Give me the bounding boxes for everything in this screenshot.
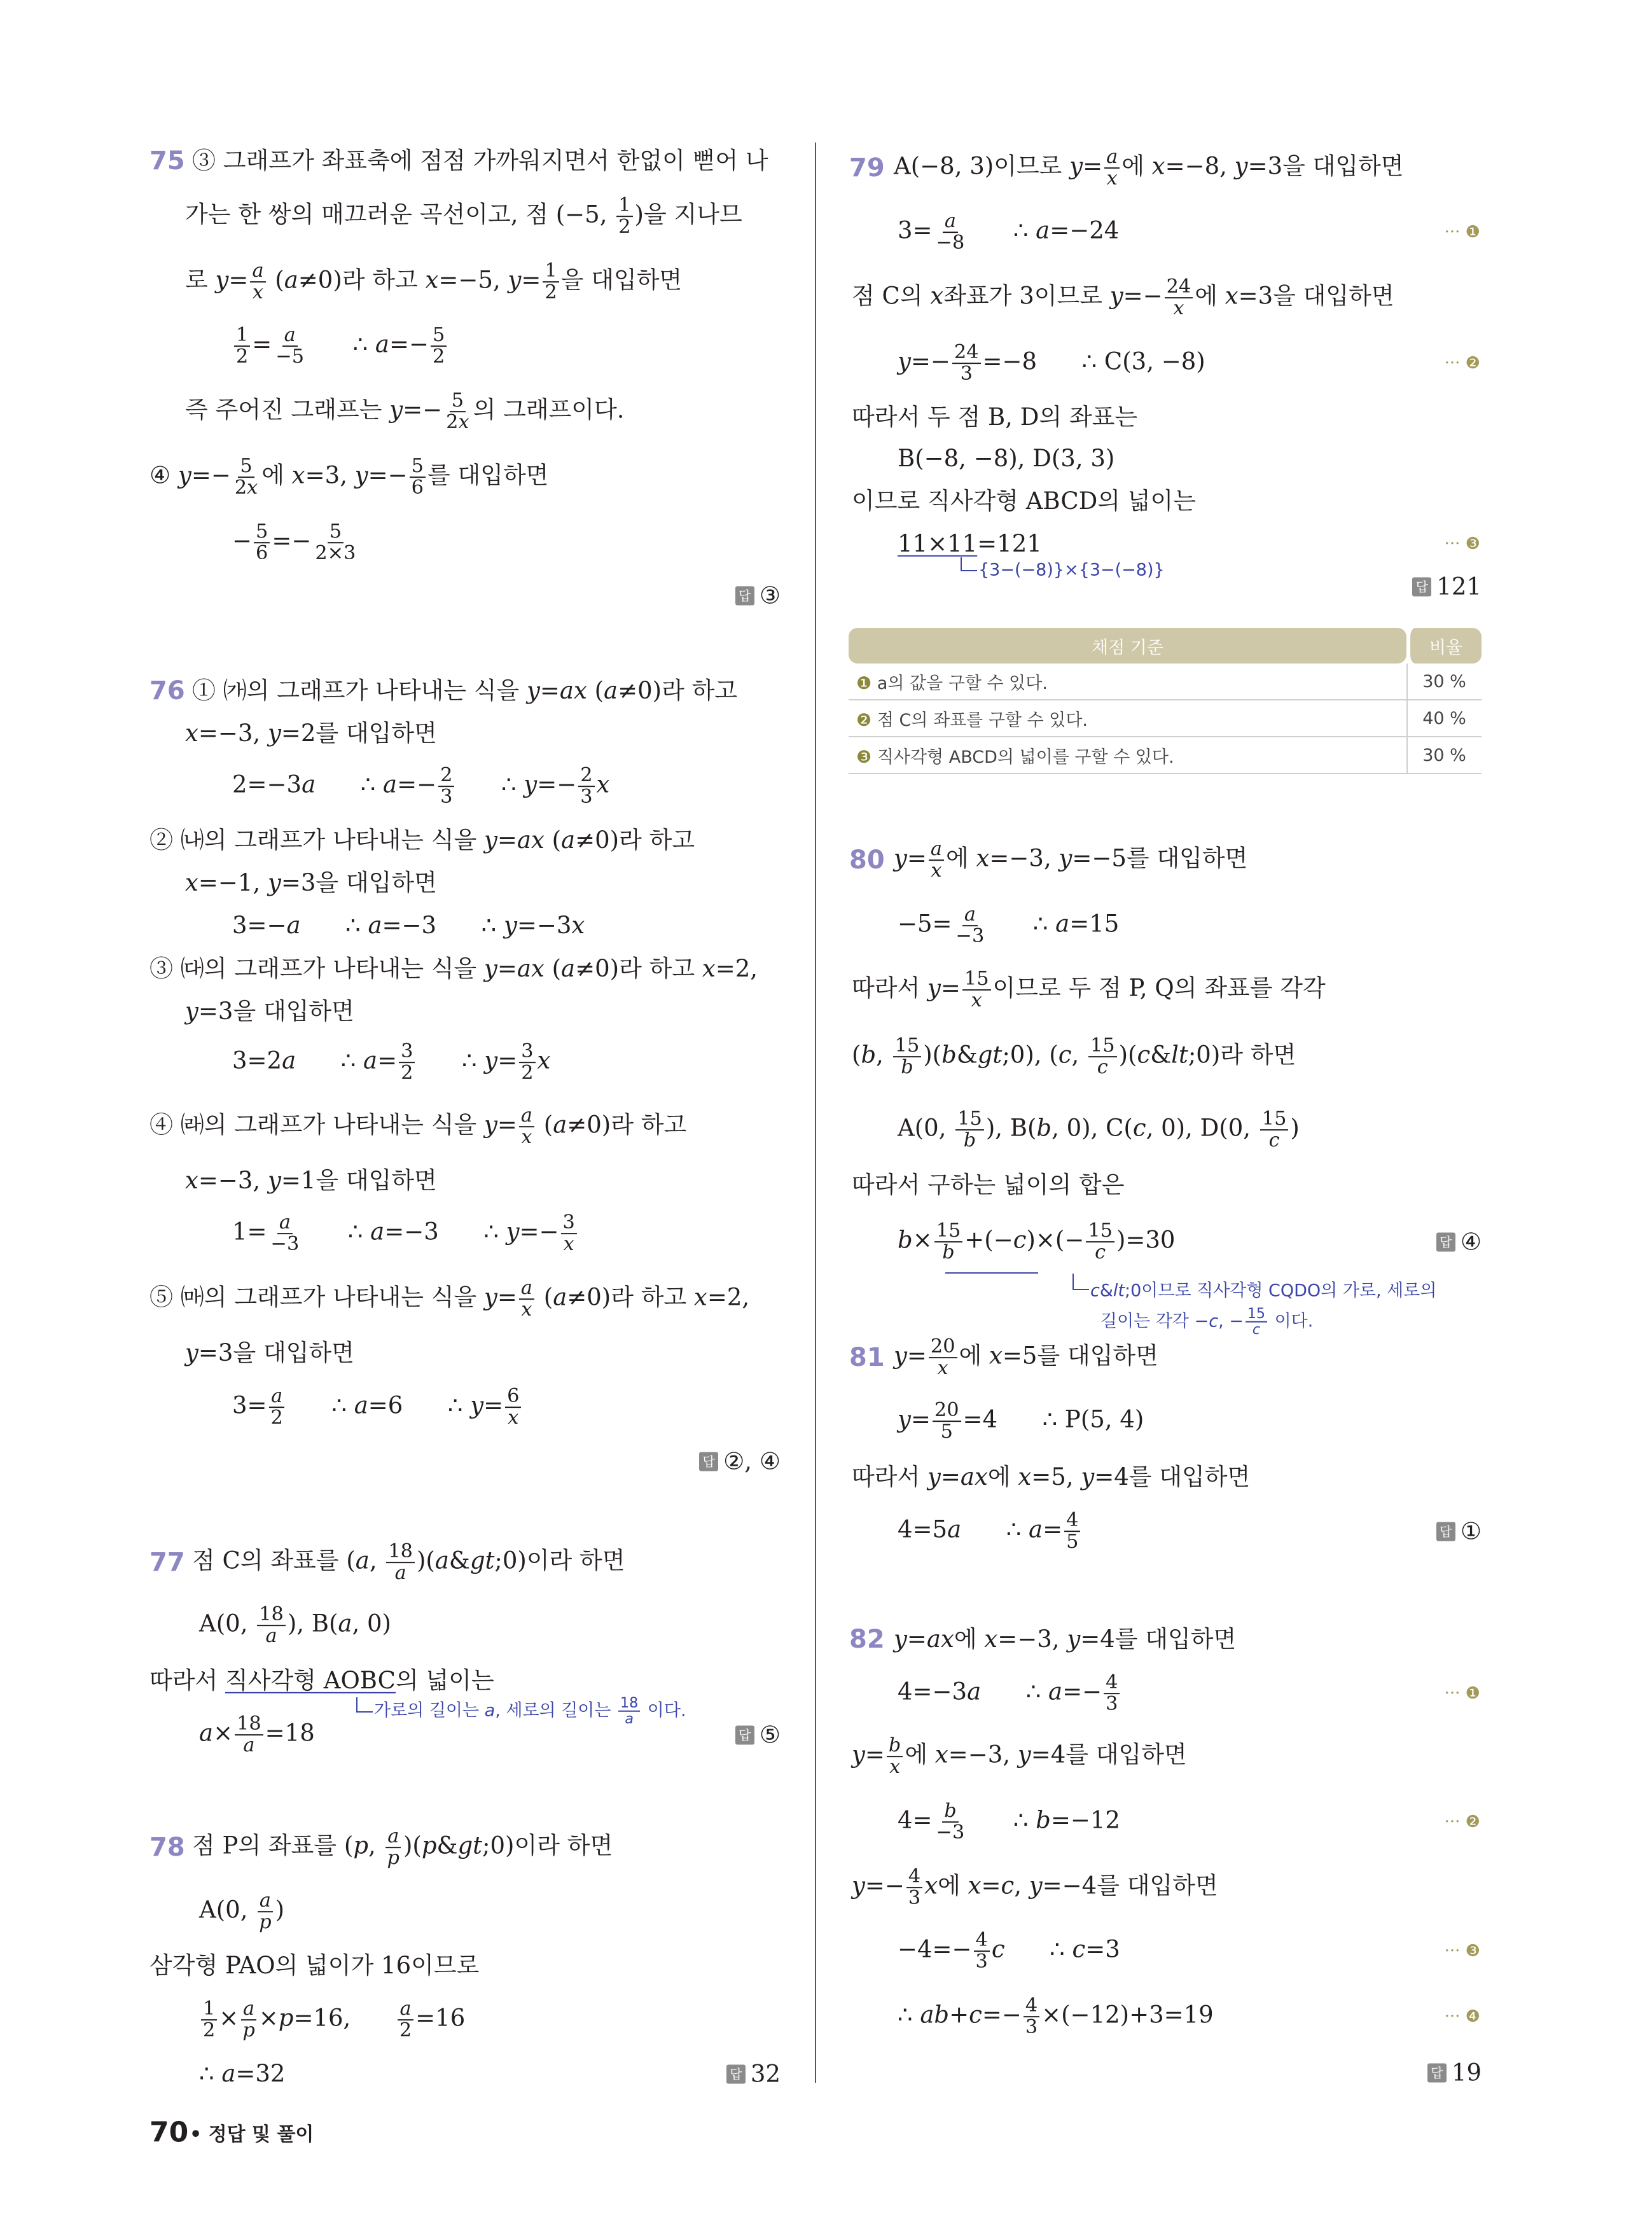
- fraction: $\frac{5}{2}$: [431, 325, 447, 367]
- text-line: 따라서 두 점 B, D의 좌표는: [852, 403, 1138, 431]
- page-number: 70: [149, 2116, 189, 2149]
- fraction: $\frac{a}{x}$: [929, 839, 944, 881]
- fraction: $\frac{18}{a}$: [618, 1696, 640, 1727]
- fraction: $\frac{a}{2}$: [269, 1386, 285, 1428]
- answer: [1412, 573, 1482, 601]
- answer: [699, 1448, 781, 1475]
- fraction: $\frac{24}{x}$: [1165, 277, 1193, 319]
- answer-value: ⑤: [759, 1721, 781, 1749]
- fraction: $\frac{24}{3}$: [952, 342, 981, 384]
- text-line: (b, $\frac{15}{b}$ )(b&gt;0), (c, $\frac{15}{c}$ )(c&lt;0)라 하면: [852, 1034, 1296, 1078]
- text-line: 로 y= $\frac{a}{x}$ (a≠0)라 하고 x=−5, y= $\frac{1}{2}$ 을 대입하면: [185, 260, 683, 303]
- step-marker: ··· ❶: [1444, 223, 1480, 242]
- fraction: $\frac{a}{p}$: [385, 1826, 401, 1868]
- text: =121: [977, 529, 1042, 557]
- fraction: $\frac{1}{2}$: [201, 1999, 217, 2041]
- fraction: $\frac{1}{2}$: [543, 261, 559, 303]
- column-divider: [815, 142, 816, 2083]
- text-line: 가는 한 쌍의 매끄러운 곡선이고, 점 (−5, $\frac{1}{2}$ )을 지나므: [185, 194, 742, 238]
- equation: A(0, $\frac{a}{p}$ ): [199, 1889, 285, 1933]
- answer-icon: 답: [1412, 577, 1431, 596]
- equation: 1= $\frac{a}{-3}$ ∴ a=−3 ∴ y=− $\frac{3}{x}$: [232, 1213, 579, 1255]
- answer-value: 32: [750, 2060, 781, 2088]
- text-line: 삼각형 PAO의 넓이가 16이므로: [149, 1951, 480, 1979]
- step-marker: ··· ❷: [1444, 1812, 1480, 1831]
- fraction: $\frac{15}{c}$: [1086, 1221, 1114, 1263]
- answer-value: ①: [1460, 1517, 1482, 1545]
- problem-number: 77: [149, 1548, 185, 1577]
- note: 가로의 길이는 a, 세로의 길이는 $\frac{18}{a}$ 이다.: [374, 1694, 686, 1727]
- step-marker: ··· ❸: [1444, 1942, 1480, 1961]
- answer: [735, 1721, 781, 1749]
- fraction: $\frac{a}{x}$: [250, 261, 265, 303]
- equation: −5= $\frac{a}{-3}$ ∴ a=15: [898, 903, 1120, 947]
- equation: ∴ a=32: [199, 2059, 286, 2087]
- text-line: 따라서 y=ax에 x=5, y=4를 대입하면: [852, 1463, 1251, 1491]
- step-number-icon: ❸: [856, 747, 872, 767]
- problem-number: 81: [849, 1343, 885, 1372]
- table-row: [849, 700, 1482, 737]
- underlined-term: 직사각형 AOBC: [225, 1666, 396, 1694]
- text-line: 따라서 구하는 넓이의 합은: [852, 1171, 1125, 1199]
- fraction: $\frac{b}{-3}$: [936, 1800, 965, 1844]
- equation: b× $\frac{15}{b}$ +(−c)×(− $\frac{15}{c}$ )=30: [898, 1220, 1176, 1263]
- fraction: $\frac{15}{b}$: [893, 1036, 922, 1078]
- section-title: • 정답 및 풀이: [190, 2123, 314, 2146]
- fraction: $\frac{4}{5}$: [1064, 1510, 1080, 1552]
- fraction: $\frac{a}{x}$: [519, 1106, 534, 1148]
- text-line: 점 C의 좌표를 (a, $\frac{18}{a}$ )(a&gt;0)이라 하면: [192, 1540, 625, 1584]
- text-line: ⑤ ㈒의 그래프가 나타내는 식을 y= $\frac{a}{x}$ (a≠0)라 하고 x=2,: [149, 1277, 750, 1321]
- note: {3−(−8)}×{3−(−8)}: [978, 560, 1165, 580]
- criteria-text: 점 C의 좌표를 구할 수 있다.: [877, 710, 1088, 730]
- table-row: [849, 664, 1482, 700]
- text-line: 즉 주어진 그래프는 y=− $\frac{5}{2x}$ 의 그래프이다.: [185, 389, 625, 433]
- fraction: $\frac{3}{2}$: [519, 1041, 535, 1083]
- problem-number: 80: [849, 845, 885, 875]
- answer: [735, 582, 781, 609]
- text-line: ④ y=− $\frac{5}{2x}$ 에 x=3, y=− $\frac{5}{6}$ 를 대입하면: [149, 455, 549, 499]
- fraction: $\frac{20}{x}$: [929, 1337, 957, 1379]
- text-line: ① ㈎의 그래프가 나타내는 식을 y=ax (a≠0)라 하고: [192, 676, 738, 704]
- answer-icon: 답: [1436, 1232, 1455, 1251]
- equation: 4= $\frac{b}{-3}$ ∴ b=−12: [898, 1800, 1120, 1844]
- problem-number: 82: [849, 1625, 885, 1654]
- fraction: $\frac{15}{b}$: [955, 1109, 984, 1151]
- equation: y=− $\frac{24}{3}$ =−8 ∴ C(3, −8): [898, 341, 1205, 385]
- step-number-icon: ❶: [856, 673, 872, 693]
- fraction: $\frac{20}{5}$: [933, 1400, 961, 1442]
- text-line: y=− $\frac{4}{3}$ x에 x=c, y=−4를 대입하면: [852, 1865, 1218, 1909]
- answer: [1436, 1518, 1482, 1545]
- fraction: $\frac{5}{2x}$: [234, 455, 258, 499]
- ratio-cell: 30 %: [1406, 737, 1482, 774]
- problem-number: 79: [849, 153, 885, 183]
- text-line: 점 C의 x좌표가 3이므로 y=− $\frac{24}{x}$ 에 x=3을 대입하면: [852, 275, 1394, 319]
- step-number-icon: ❷: [856, 710, 872, 730]
- fraction: $\frac{b}{x}$: [887, 1735, 903, 1777]
- fraction: $\frac{5}{6}$: [410, 456, 426, 498]
- fraction: $\frac{18}{a}$: [235, 1714, 263, 1756]
- answer-value: ③: [759, 581, 781, 609]
- text-line: y= $\frac{a}{x}$ 에 x=−3, y=−5를 대입하면: [894, 838, 1248, 882]
- fraction: $\frac{a}{p}$: [257, 1891, 273, 1933]
- fraction: $\frac{18}{a}$: [386, 1541, 415, 1583]
- equation: 3=−a ∴ a=−3 ∴ y=−3x: [232, 911, 585, 939]
- ratio-cell: 40 %: [1406, 700, 1482, 737]
- answer-icon: 답: [699, 1452, 718, 1471]
- answer-value: 19: [1451, 2059, 1482, 2087]
- fraction: $\frac{a}{2}$: [398, 1999, 413, 2041]
- answer: [1427, 2059, 1482, 2087]
- fraction: $\frac{15}{b}$: [934, 1221, 963, 1263]
- equation: B(−8, −8), D(3, 3): [898, 444, 1115, 472]
- scoring-criteria-table: [849, 628, 1482, 774]
- equation: 3=2a ∴ a= $\frac{3}{2}$ ∴ y= $\frac{3}{2}$ x: [232, 1040, 551, 1084]
- fraction: $\frac{2}{3}$: [438, 765, 454, 807]
- equation: 2=−3a ∴ a=− $\frac{2}{3}$ ∴ y=− $\frac{2}{3}$ x: [232, 764, 610, 808]
- fraction: $\frac{5}{2x}$: [446, 389, 469, 433]
- equation: y= $\frac{20}{5}$ =4 ∴ P(5, 4): [898, 1399, 1144, 1443]
- answer-value: ②, ④: [723, 1447, 781, 1475]
- equation: 4=−3a ∴ a=− $\frac{4}{3}$: [898, 1672, 1121, 1714]
- criteria-cell: [849, 700, 1406, 737]
- criteria-cell: [849, 664, 1406, 700]
- answer-value: ④: [1460, 1228, 1482, 1256]
- text-line: ② ㈏의 그래프가 나타내는 식을 y=ax (a≠0)라 하고: [149, 826, 695, 854]
- text-line: ③ ㈐의 그래프가 나타내는 식을 y=ax (a≠0)라 하고 x=2,: [149, 954, 758, 982]
- fraction: $\frac{18}{a}$: [257, 1604, 286, 1646]
- fraction: $\frac{5}{2\times 3}$: [315, 520, 356, 564]
- fraction: $\frac{a}{-3}$: [270, 1211, 300, 1255]
- answer-icon: 답: [735, 586, 754, 605]
- ratio-cell: 30 %: [1406, 664, 1482, 700]
- equation: ∴ ab+c=− $\frac{4}{3}$ ×(−12)+3=19: [898, 1994, 1214, 2038]
- criteria-text: 직사각형 ABCD의 넓이를 구할 수 있다.: [877, 747, 1174, 767]
- text-line: 이므로 직사각형 ABCD의 넓이는: [852, 487, 1197, 515]
- fraction: $\frac{a}{-3}$: [955, 903, 985, 947]
- fraction: $\frac{4}{3}$: [906, 1866, 922, 1908]
- fraction: $\frac{1}{2}$: [616, 195, 632, 237]
- text-line: ④ ㈑의 그래프가 나타내는 식을 y= $\frac{a}{x}$ (a≠0)라 하고: [149, 1104, 687, 1148]
- header-criteria: 채점 기준: [849, 628, 1406, 664]
- fraction: $\frac{a}{-8}$: [936, 210, 965, 254]
- table-row: [849, 737, 1482, 774]
- equation: 4=5a ∴ a= $\frac{4}{5}$: [898, 1510, 1082, 1552]
- problem-number: 76: [149, 676, 185, 705]
- text: 의 넓이는: [395, 1666, 494, 1694]
- note-bracket: [1072, 1274, 1089, 1290]
- fraction: $\frac{3}{2}$: [399, 1041, 415, 1083]
- equation: 3= $\frac{a}{-8}$ ∴ a=−24: [898, 210, 1120, 254]
- answer: [1436, 1228, 1482, 1256]
- fraction: $\frac{5}{6}$: [254, 522, 270, 564]
- fraction: $\frac{6}{x}$: [505, 1386, 521, 1428]
- text-line: [149, 1667, 494, 1695]
- answer-icon: 답: [1427, 2063, 1447, 2082]
- problem-number: 75: [149, 146, 185, 176]
- step-marker: ··· ❸: [1444, 534, 1480, 553]
- text-line: x=−1, y=3을 대입하면: [185, 868, 437, 896]
- equation: − $\frac{5}{6}$ =− $\frac{5}{2\times 3}$: [232, 522, 359, 564]
- criteria-text: a의 값을 구할 수 있다.: [877, 673, 1048, 693]
- note: 길이는 각각 −c, − $\frac{15}{c}$ 이다.: [1100, 1305, 1314, 1338]
- text-line: y=ax에 x=−3, y=4를 대입하면: [894, 1625, 1237, 1653]
- step-marker: ··· ❷: [1444, 354, 1480, 373]
- fraction: $\frac{15}{c}$: [1088, 1036, 1117, 1078]
- answer-value: 121: [1436, 573, 1482, 601]
- fraction: $\frac{a}{x}$: [1104, 147, 1120, 189]
- fraction: $\frac{15}{c}$: [1246, 1307, 1267, 1337]
- text-line: x=−3, y=1을 대입하면: [185, 1166, 437, 1194]
- text-line: x=−3, y=2를 대입하면: [185, 719, 437, 747]
- text-line: ③ 그래프가 좌표축에 점점 가까워지면서 한없이 뻗어 나: [192, 146, 768, 174]
- fraction: $\frac{4}{3}$: [974, 1930, 990, 1972]
- note: c&lt;0이므로 직사각형 CQDO의 가로, 세로의: [1090, 1281, 1437, 1301]
- fraction: $\frac{a}{-5}$: [275, 324, 305, 368]
- equation: $\frac{1}{2}$ = $\frac{a}{-5}$ ∴ a=− $\frac{5}{2}$: [232, 325, 448, 367]
- equation: A(0, $\frac{18}{a}$ ), B(a, 0): [199, 1603, 391, 1647]
- equation: a× $\frac{18}{a}$ =18: [199, 1713, 315, 1756]
- answer-icon: 답: [726, 2064, 746, 2083]
- note-underline: [945, 1272, 1038, 1274]
- text-line: y= $\frac{b}{x}$ 에 x=−3, y=4를 대입하면: [852, 1734, 1187, 1778]
- note-bracket: [961, 557, 977, 571]
- note-bracket: [356, 1697, 373, 1713]
- text: 따라서: [149, 1666, 225, 1694]
- text-line: 따라서 y= $\frac{15}{x}$ 이므로 두 점 P, Q의 좌표를 각각: [852, 968, 1326, 1011]
- fraction: $\frac{4}{3}$: [1104, 1672, 1120, 1714]
- equation: −4=− $\frac{4}{3}$ c ∴ c=3: [898, 1929, 1120, 1973]
- text-line: y=3을 대입하면: [185, 1338, 354, 1366]
- fraction: $\frac{2}{3}$: [578, 765, 594, 807]
- fraction: $\frac{a}{p}$: [240, 1999, 256, 2041]
- fraction: $\frac{4}{3}$: [1024, 1996, 1039, 2038]
- answer-icon: 답: [735, 1725, 754, 1744]
- fraction: $\frac{15}{c}$: [1260, 1109, 1289, 1151]
- answer-icon: 답: [1436, 1522, 1455, 1541]
- text-line: y=3을 대입하면: [185, 997, 354, 1025]
- fraction: $\frac{1}{2}$: [234, 325, 250, 367]
- fraction: $\frac{a}{x}$: [519, 1278, 534, 1320]
- text-line: 점 P의 좌표를 (p, $\frac{a}{p}$ )(p&gt;0)이라 하면: [192, 1825, 613, 1869]
- text-line: A(−8, 3)이므로 y= $\frac{a}{x}$ 에 x=−8, y=3을 대입하면: [894, 146, 1404, 190]
- problem-number: 78: [149, 1833, 185, 1862]
- equation: [898, 530, 1042, 558]
- equation: $\frac{1}{2}$ × $\frac{a}{p}$ ×p=16, $\frac{a}{2}$ =16: [199, 1999, 465, 2041]
- step-marker: ··· ❹: [1444, 2007, 1480, 2026]
- criteria-cell: [849, 737, 1406, 774]
- header-ratio: 비율: [1406, 628, 1482, 664]
- answer: [726, 2061, 781, 2088]
- equation: 3= $\frac{a}{2}$ ∴ a=6 ∴ y= $\frac{6}{x}$: [232, 1386, 523, 1428]
- underlined-term: 11×11: [898, 529, 978, 557]
- fraction: $\frac{15}{x}$: [962, 969, 991, 1011]
- fraction: $\frac{3}{x}$: [561, 1213, 577, 1255]
- equation: A(0, $\frac{15}{b}$ ), B(b, 0), C(c, 0), D(0, $\frac{15}{c}$ ): [898, 1108, 1300, 1151]
- step-marker: ··· ❶: [1444, 1684, 1480, 1703]
- text-line: y= $\frac{20}{x}$ 에 x=5를 대입하면: [894, 1335, 1158, 1379]
